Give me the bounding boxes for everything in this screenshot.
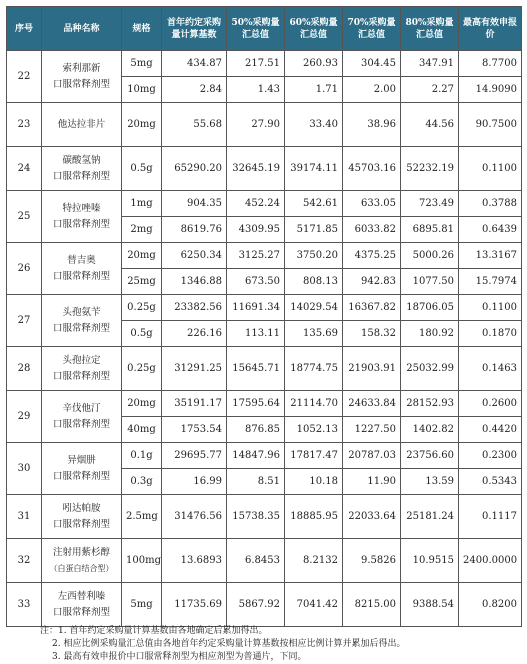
value-cell: 226.16 <box>162 321 227 347</box>
value-cell: 17595.64 <box>227 391 285 417</box>
drug-name <box>42 51 122 103</box>
drug-name-line: 头孢拉定 <box>62 354 101 366</box>
value-cell: 11691.34 <box>227 295 285 321</box>
value-cell: 7041.42 <box>285 583 343 627</box>
value-cell: 8.7700 <box>459 51 522 77</box>
value-cell: 6250.34 <box>162 243 227 269</box>
spec-cell: 0.25g <box>122 295 162 321</box>
price-table <box>6 6 522 627</box>
spec-cell: 25mg <box>122 269 162 295</box>
drug-name-line: 口服常释剂型 <box>52 322 110 334</box>
header-cell: 品种名称 <box>42 7 122 51</box>
value-cell: 16.99 <box>162 469 227 495</box>
table-row <box>7 347 522 391</box>
value-cell: 16367.82 <box>343 295 401 321</box>
spec-cell: 2mg <box>122 217 162 243</box>
spec-cell: 0.3g <box>122 469 162 495</box>
table-row <box>7 51 522 77</box>
spec-cell: 0.25g <box>122 347 162 391</box>
value-cell: 9.5826 <box>343 539 401 583</box>
footnote-1: 注：1. 首年约定采购量计算基数由各地确定后累加得出。 <box>40 626 268 636</box>
row-number: 26 <box>7 243 42 295</box>
value-cell: 27.90 <box>227 103 285 147</box>
value-cell: 217.51 <box>227 51 285 77</box>
value-cell: 18774.75 <box>285 347 343 391</box>
value-cell: 10.9515 <box>401 539 459 583</box>
spec-cell: 0.1g <box>122 443 162 469</box>
value-cell: 14.9090 <box>459 77 522 103</box>
value-cell: 876.85 <box>227 417 285 443</box>
value-cell: 2.27 <box>401 77 459 103</box>
spec-cell: 10mg <box>122 77 162 103</box>
drug-name-line: 口服常释剂型 <box>52 78 110 90</box>
header-cell: 80%采购量汇总值 <box>401 7 459 51</box>
value-cell: 31291.25 <box>162 347 227 391</box>
value-cell: 4375.25 <box>343 243 401 269</box>
spec-cell: 20mg <box>122 103 162 147</box>
value-cell: 260.93 <box>285 51 343 77</box>
value-cell: 28152.93 <box>401 391 459 417</box>
footnote-2: 2. 相应比例采购量汇总值由各地首年约定采购量计算基数按相应比例计算并累加后得出。 <box>52 639 406 649</box>
value-cell: 3125.27 <box>227 243 285 269</box>
header-cell: 最高有效申报价 <box>459 7 522 51</box>
spec-cell: 100mg <box>122 539 162 583</box>
drug-name-line: 吲达帕胺 <box>62 502 101 514</box>
value-cell: 0.1117 <box>459 495 522 539</box>
value-cell: 5867.92 <box>227 583 285 627</box>
table-header-row <box>7 7 522 51</box>
row-number: 22 <box>7 51 42 103</box>
value-cell: 347.91 <box>401 51 459 77</box>
value-cell: 6895.81 <box>401 217 459 243</box>
drug-name <box>42 295 122 347</box>
value-cell: 808.13 <box>285 269 343 295</box>
drug-name-line: 口服常释剂型 <box>52 270 110 282</box>
value-cell: 113.11 <box>227 321 285 347</box>
value-cell: 25181.24 <box>401 495 459 539</box>
value-cell: 14029.54 <box>285 295 343 321</box>
value-cell: 55.68 <box>162 103 227 147</box>
value-cell: 4309.95 <box>227 217 285 243</box>
header-cell: 首年约定采购量计算基数 <box>162 7 227 51</box>
value-cell: 723.49 <box>401 191 459 217</box>
value-cell: 135.69 <box>285 321 343 347</box>
footnotes <box>40 625 405 664</box>
drug-name-line: 左西替利嗪 <box>57 590 106 602</box>
drug-name <box>42 243 122 295</box>
value-cell: 1227.50 <box>343 417 401 443</box>
value-cell: 38.96 <box>343 103 401 147</box>
value-cell: 45703.16 <box>343 147 401 191</box>
value-cell: 434.87 <box>162 51 227 77</box>
drug-name <box>42 191 122 243</box>
value-cell: 0.3788 <box>459 191 522 217</box>
drug-name-line: 口服常释剂型 <box>52 370 110 382</box>
spec-cell: 5mg <box>122 51 162 77</box>
spec-cell: 20mg <box>122 391 162 417</box>
value-cell: 18706.05 <box>401 295 459 321</box>
row-number: 33 <box>7 583 42 627</box>
value-cell: 11735.69 <box>162 583 227 627</box>
value-cell: 33.40 <box>285 103 343 147</box>
value-cell: 1077.50 <box>401 269 459 295</box>
value-cell: 35191.17 <box>162 391 227 417</box>
value-cell: 0.5343 <box>459 469 522 495</box>
table-row <box>7 295 522 321</box>
value-cell: 23382.56 <box>162 295 227 321</box>
drug-name-line: 异烟肼 <box>67 454 96 466</box>
spec-cell: 1mg <box>122 191 162 217</box>
table-row <box>7 103 522 147</box>
value-cell: 13.6893 <box>162 539 227 583</box>
value-cell: 5171.85 <box>285 217 343 243</box>
drug-name-line: 特拉唑嗪 <box>62 202 101 214</box>
table-row <box>7 443 522 469</box>
drug-name-line: 注射用紫杉醇 <box>52 546 110 558</box>
table-row <box>7 191 522 217</box>
spec-cell: 0.5g <box>122 321 162 347</box>
drug-name-line: 辛伐他汀 <box>62 402 101 414</box>
table-row <box>7 495 522 539</box>
value-cell: 0.1463 <box>459 347 522 391</box>
drug-name-line: 口服常释剂型 <box>52 518 110 530</box>
value-cell: 1.43 <box>227 77 285 103</box>
value-cell: 2.00 <box>343 77 401 103</box>
value-cell: 15738.35 <box>227 495 285 539</box>
value-cell: 31476.56 <box>162 495 227 539</box>
value-cell: 24633.84 <box>343 391 401 417</box>
value-cell: 0.8200 <box>459 583 522 627</box>
spec-cell: 40mg <box>122 417 162 443</box>
value-cell: 10.18 <box>285 469 343 495</box>
drug-name-line: 口服常释剂型 <box>52 418 110 430</box>
value-cell: 44.56 <box>401 103 459 147</box>
value-cell: 942.83 <box>343 269 401 295</box>
value-cell: 673.50 <box>227 269 285 295</box>
value-cell: 1052.13 <box>285 417 343 443</box>
row-number: 31 <box>7 495 42 539</box>
row-number: 30 <box>7 443 42 495</box>
header-cell: 序号 <box>7 7 42 51</box>
value-cell: 8215.00 <box>343 583 401 627</box>
drug-name-line: 口服常释剂型 <box>52 470 110 482</box>
value-cell: 11.90 <box>343 469 401 495</box>
value-cell: 6033.82 <box>343 217 401 243</box>
value-cell: 2.84 <box>162 77 227 103</box>
value-cell: 20787.03 <box>343 443 401 469</box>
drug-name-line: 口服常释剂型 <box>52 170 110 182</box>
value-cell: 18885.95 <box>285 495 343 539</box>
value-cell: 2400.0000 <box>459 539 522 583</box>
value-cell: 452.24 <box>227 191 285 217</box>
spec-cell: 5mg <box>122 583 162 627</box>
value-cell: 21114.70 <box>285 391 343 417</box>
header-cell: 60%采购量汇总值 <box>285 7 343 51</box>
value-cell: 3750.20 <box>285 243 343 269</box>
drug-name <box>42 495 122 539</box>
table-row <box>7 583 522 627</box>
value-cell: 0.6439 <box>459 217 522 243</box>
drug-name-line: 头孢氨苄 <box>62 306 101 318</box>
value-cell: 29695.77 <box>162 443 227 469</box>
value-cell: 1346.88 <box>162 269 227 295</box>
row-number: 32 <box>7 539 42 583</box>
value-cell: 633.05 <box>343 191 401 217</box>
value-cell: 0.1100 <box>459 295 522 321</box>
table-row <box>7 391 522 417</box>
value-cell: 21903.91 <box>343 347 401 391</box>
value-cell: 52232.19 <box>401 147 459 191</box>
value-cell: 25032.99 <box>401 347 459 391</box>
row-number: 29 <box>7 391 42 443</box>
value-cell: 304.45 <box>343 51 401 77</box>
value-cell: 8.2132 <box>285 539 343 583</box>
drug-name-line: 口服常释剂型 <box>52 606 110 618</box>
drug-name <box>42 391 122 443</box>
drug-name <box>42 443 122 495</box>
row-number: 23 <box>7 103 42 147</box>
drug-name <box>42 539 122 583</box>
price-table-wrapper <box>6 6 521 627</box>
drug-name-line: 他达拉非片 <box>57 118 106 130</box>
drug-name-line: 口服常释剂型 <box>52 218 110 230</box>
footnote-3: 3. 最高有效申报价中口服常释剂型为相应剂型为普通片，下同。 <box>52 652 307 662</box>
value-cell: 13.59 <box>401 469 459 495</box>
value-cell: 15645.71 <box>227 347 285 391</box>
value-cell: 17817.47 <box>285 443 343 469</box>
value-cell: 1753.54 <box>162 417 227 443</box>
drug-name <box>42 583 122 627</box>
value-cell: 0.4420 <box>459 417 522 443</box>
value-cell: 22033.64 <box>343 495 401 539</box>
value-cell: 14847.96 <box>227 443 285 469</box>
drug-name-line: 碳酸氢钠 <box>62 154 101 166</box>
row-number: 24 <box>7 147 42 191</box>
header-cell: 50%采购量汇总值 <box>227 7 285 51</box>
value-cell: 542.61 <box>285 191 343 217</box>
value-cell: 32645.19 <box>227 147 285 191</box>
value-cell: 8619.76 <box>162 217 227 243</box>
value-cell: 8.51 <box>227 469 285 495</box>
value-cell: 0.1870 <box>459 321 522 347</box>
value-cell: 13.3167 <box>459 243 522 269</box>
spec-cell: 0.5g <box>122 147 162 191</box>
value-cell: 0.1100 <box>459 147 522 191</box>
table-row <box>7 539 522 583</box>
value-cell: 5000.26 <box>401 243 459 269</box>
table-row <box>7 147 522 191</box>
value-cell: 180.92 <box>401 321 459 347</box>
value-cell: 6.8453 <box>227 539 285 583</box>
value-cell: 158.32 <box>343 321 401 347</box>
value-cell: 9388.54 <box>401 583 459 627</box>
table-row <box>7 243 522 269</box>
spec-cell: 2.5mg <box>122 495 162 539</box>
row-number: 27 <box>7 295 42 347</box>
row-number: 28 <box>7 347 42 391</box>
value-cell: 65290.20 <box>162 147 227 191</box>
value-cell: 39174.11 <box>285 147 343 191</box>
value-cell: 23756.60 <box>401 443 459 469</box>
row-number: 25 <box>7 191 42 243</box>
value-cell: 90.7500 <box>459 103 522 147</box>
header-cell: 规格 <box>122 7 162 51</box>
drug-name-subtitle: （白蛋白结合型） <box>49 563 114 573</box>
table-body <box>7 51 522 627</box>
value-cell: 1.71 <box>285 77 343 103</box>
drug-name <box>42 103 122 147</box>
drug-name <box>42 347 122 391</box>
drug-name <box>42 147 122 191</box>
value-cell: 1402.82 <box>401 417 459 443</box>
drug-name-line: 索利那新 <box>62 62 101 74</box>
spec-cell: 20mg <box>122 243 162 269</box>
value-cell: 0.2600 <box>459 391 522 417</box>
value-cell: 15.7974 <box>459 269 522 295</box>
value-cell: 904.35 <box>162 191 227 217</box>
drug-name-line: 替吉奥 <box>67 254 96 266</box>
header-cell: 70%采购量汇总值 <box>343 7 401 51</box>
value-cell: 0.2300 <box>459 443 522 469</box>
